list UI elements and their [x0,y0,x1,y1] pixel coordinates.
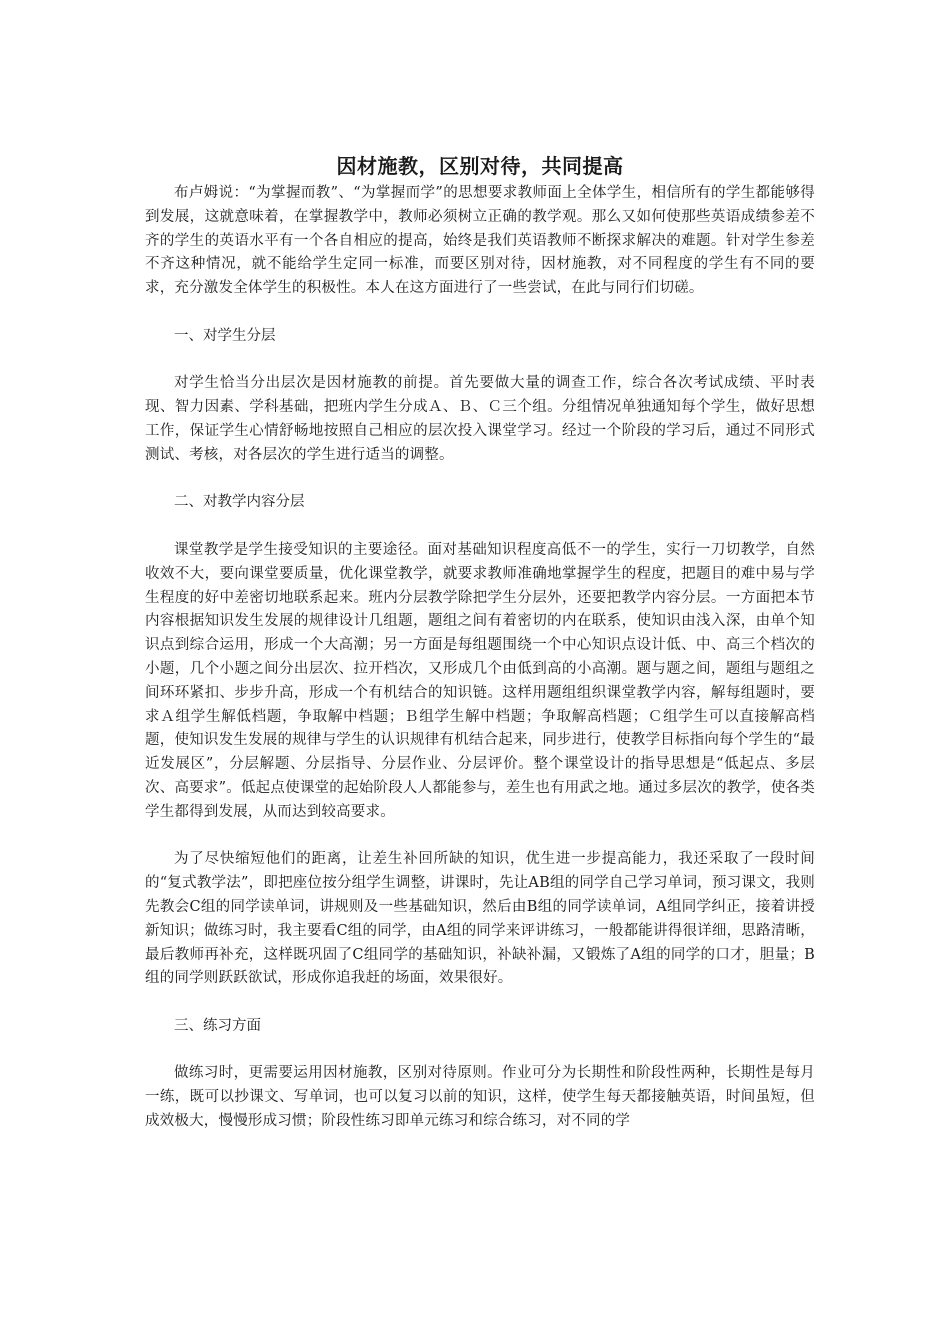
paragraph-gap [145,1039,815,1063]
section-heading-3: 三、练习方面 [174,1017,261,1034]
paragraph-gap [145,349,815,373]
section-heading-2: 二、对教学内容分层 [174,494,305,511]
paragraph-gap [145,825,815,849]
section-3-paragraph: 做练习时，更需要运用因材施教，区别对待原则。作业可分为长期性和阶段性两种，长期性是每月一练，既可以抄课文、写单词，也可以复习以前的知识，这样，使学生每天都接触英语，时间虽短，但成效极大，慢慢形成习惯；阶段性练习即单元练习和综合练习，对不同的学 [145,1065,815,1130]
section-heading-1: 一、对学生分层 [174,327,276,344]
document-page [145,150,815,1134]
paragraph-gap [145,991,815,1015]
section-1-paragraph: 对学生恰当分出层次是因材施教的前提。首先要做大量的调查工作，综合各次考试成绩、平时表现、智力因素、学科基础，把班内学生分成Ａ、Ｂ、Ｃ三个组。分组情况单独通知每个学生，做好思想工作，保证学生心情舒畅地按照自己相应的层次投入课堂学习。经过一个阶段的学习后，通过不同形式测试、考核，对各层次的学生进行适当的调整。 [145,375,815,463]
section-2-paragraph-2: 为了尽快缩短他们的距离，让差生补回所缺的知识，优生进一步提高能力，我还采取了一段时间的“复式教学法”，即把座位按分组学生调整，讲课时，先让AB组的同学自己学习单词，预习课文，我则先教会C组的同学读单词，讲规则及一些基础知识，然后由B组的同学读单词，A组同学纠正，接着讲授新知识；做练习时，我主要看C组的同学，由A组的同学来评讲练习，一般都能讲得很详细，思路清晰，最后教师再补充，这样既巩固了C组同学的基础知识，补缺补漏，又锻炼了A组的同学的口才，胆量；B组的同学则跃跃欲试，形成你追我赶的场面，效果很好。 [145,851,815,987]
paragraph-gap [145,468,815,492]
section-2-paragraph-1: 课堂教学是学生接受知识的主要途径。面对基础知识程度高低不一的学生，实行一刀切教学，自然收效不大，要向课堂要质量，优化课堂教学，就要求教师准确地掌握学生的程度，把题目的难中易与学生程度的好中差密切地联系起来。班内分层教学除把学生分层外，还要把教学内容分层。一方面把本节内容根据知识发生发展的规律设计几组题，题组之间有着密切的内在联系，使知识由浅入深，由单个知识点到综合运用，形成一个大高潮；另一方面是每组题围绕一个中心知识点设计低、中、高三个档次的小题，几个小题之间分出层次、拉开档次，又形成几个由低到高的小高潮。题与题之间，题组与题组之间环环紧扣、步步升高，形成一个有机结合的知识链。这样用题组组织课堂教学内容，解每组题时，要求Ａ组学生解低档题，争取解中档题；Ｂ组学生解中档题；争取解高档题；Ｃ组学生可以直接解高档题，使知识发生发展的规律与学生的认识规律有机结合起来，同步进行，使教学目标指向每个学生的“最近发展区”，分层解题、分层指导、分层作业、分层评价。整个课堂设计的指导思想是“低起点、多层次、高要求”。低起点使课堂的起始阶段人人都能参与，差生也有用武之地。通过多层次的教学，使各类学生都得到发展，从而达到较高要求。 [145,541,815,820]
intro-paragraph: 布卢姆说：“为掌握而教”、“为掌握而学”的思想要求教师面上全体学生，相信所有的学生都能够得到发展，这就意味着，在掌握教学中，教师必须树立正确的教学观。那么又如何使那些英语成绩参差不齐的学生的英语水平有一个各自相应的提高，始终是我们英语教师不断探求解决的难题。针对学生参差不齐这种情况，就不能给学生定同一标准，而要区别对待，因材施教，对不同程度的学生有不同的要求，充分激发全体学生的积极性。本人在这方面进行了一些尝试，在此与同行们切磋。 [145,185,815,297]
paragraph-gap [145,301,815,325]
document-title: 因材施教，区别对待，共同提高 [336,154,624,178]
paragraph-gap [145,515,815,539]
